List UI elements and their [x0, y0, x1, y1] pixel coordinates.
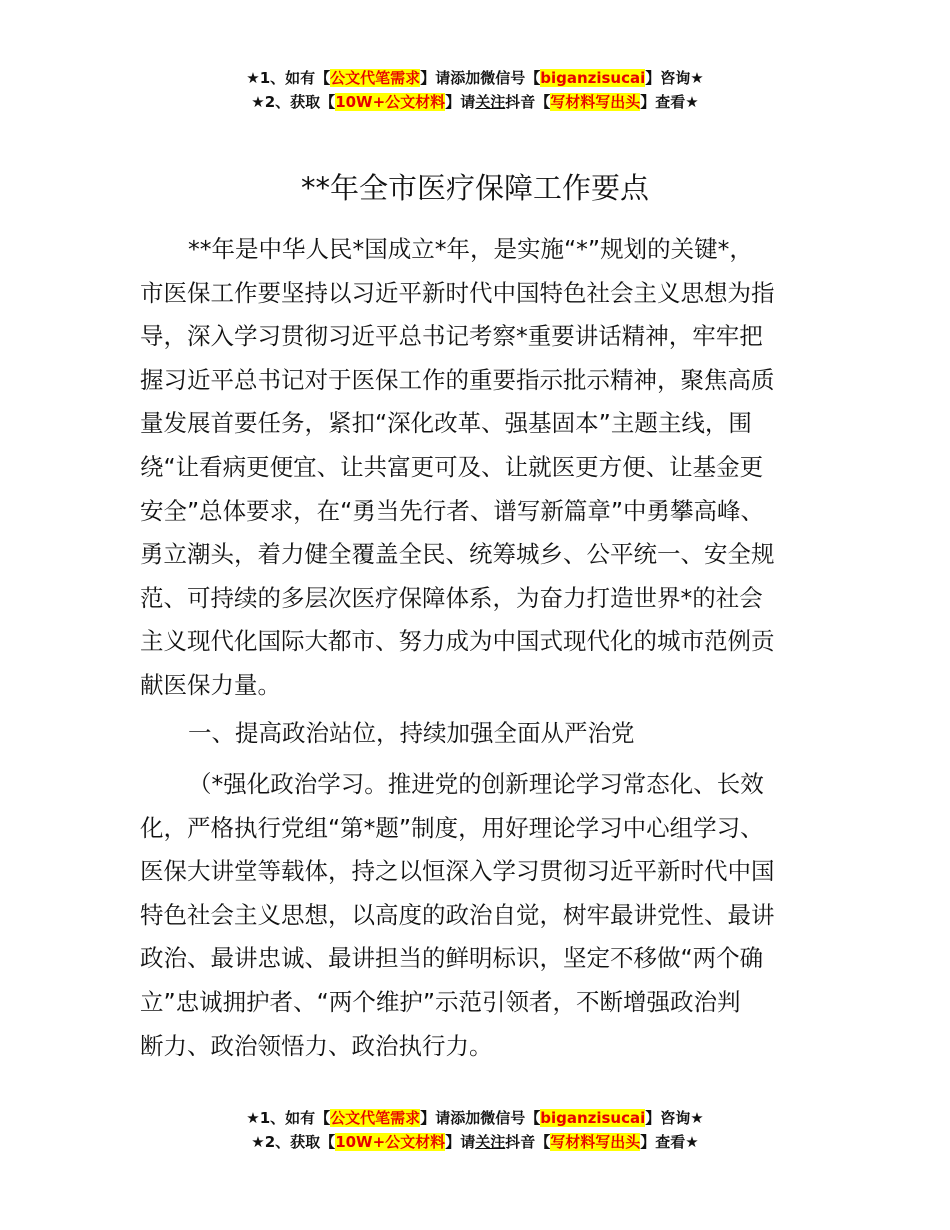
banner-line-2	[0, 1130, 950, 1154]
banner-line-2-suffix: 】查看★	[640, 1133, 699, 1151]
paragraph-line: 绕“让看病更便宜、让共富更可及、让就医更方便、让基金更	[140, 452, 764, 481]
banner-line-2-mid-a: 】请	[445, 93, 476, 111]
footer-banner	[0, 1106, 950, 1154]
banner-highlight-wechat-id: biganzisucai	[540, 69, 646, 87]
banner-highlight-douyin-account: 写材料写出头	[550, 93, 641, 111]
banner-line-1-prefix: ★1、如有【	[246, 69, 331, 87]
banner-line-2-mid-a: 】请	[445, 1133, 476, 1151]
paragraph-line: 主义现代化国际大都市、努力成为中国式现代化的城市范例贡	[140, 627, 775, 656]
paragraph-line: 化，严格执行党组“第*题”制度，用好理论学习中心组学习、	[140, 813, 764, 842]
banner-underlined-follow: 关注	[475, 1133, 506, 1151]
paragraph-line: 勇立潮头，着力健全覆盖全民、统筹城乡、公平统一、安全规	[140, 540, 775, 569]
section-heading-text: 一、提高政治站位，持续加强全面从严治党	[188, 719, 635, 747]
banner-line-1-suffix: 】咨询★	[645, 1109, 704, 1127]
paragraph-line: 断力、政治领悟力、政治执行力。	[140, 1031, 493, 1060]
document-title: **年全市医疗保障工作要点	[300, 171, 649, 205]
banner-highlight-materials: 10W+公文材料	[335, 93, 446, 111]
paragraph-line: 特色社会主义思想，以高度的政治自觉，树牢最讲党性、最讲	[140, 900, 775, 929]
banner-line-1	[0, 1106, 950, 1130]
header-banner	[0, 66, 950, 114]
banner-line-2-suffix: 】查看★	[640, 93, 699, 111]
paragraph-line: 立”忠诚拥护者、“两个维护”示范引领者，不断增强政治判	[140, 987, 741, 1016]
banner-highlight-ghostwriting: 公文代笔需求	[330, 1109, 421, 1127]
banner-line-2-prefix: ★2、获取【	[251, 93, 336, 111]
paragraph-line: 医保大讲堂等载体，持之以恒深入学习贯彻习近平新时代中国	[140, 857, 775, 886]
banner-line-2-prefix: ★2、获取【	[251, 1133, 336, 1151]
paragraph-line: 安全”总体要求，在“勇当先行者、谱写新篇章”中勇攀高峰、	[140, 496, 765, 525]
banner-line-1-mid: 】请添加微信号【	[420, 1109, 541, 1127]
section-heading-1	[140, 712, 812, 756]
paragraph-line: **年是中华人民*国成立*年，是实施“*”规划的关键*，	[188, 235, 753, 263]
banner-line-1	[0, 66, 950, 90]
paragraph-line: 范、可持续的多层次医疗保障体系，为奋力打造世界*的社会	[140, 583, 763, 612]
banner-underlined-follow: 关注	[475, 93, 506, 111]
paragraph-line: 政治、最讲忠诚、最讲担当的鲜明标识，坚定不移做“两个确	[140, 944, 764, 973]
intro-paragraph	[140, 228, 812, 708]
banner-highlight-materials: 10W+公文材料	[335, 1133, 446, 1151]
paragraph-line: （*强化政治学习。推进党的创新理论学习常态化、长效	[188, 770, 764, 798]
banner-line-1-mid: 】请添加微信号【	[420, 69, 541, 87]
banner-highlight-wechat-id: biganzisucai	[540, 1109, 646, 1127]
paragraph-line: 献医保力量。	[140, 670, 281, 699]
banner-highlight-ghostwriting: 公文代笔需求	[330, 69, 421, 87]
banner-line-1-prefix: ★1、如有【	[246, 1109, 331, 1127]
paragraph-line: 量发展首要任务，紧扣“深化改革、强基固本”主题主线，围	[140, 409, 752, 438]
banner-line-1-suffix: 】咨询★	[645, 69, 704, 87]
political-study-paragraph	[140, 763, 812, 1068]
banner-highlight-douyin-account: 写材料写出头	[550, 1133, 641, 1151]
paragraph-line: 导，深入学习贯彻习近平总书记考察*重要讲话精神，牢牢把	[140, 322, 763, 351]
banner-line-2-mid-b: 抖音【	[505, 93, 551, 111]
paragraph-line: 握习近平总书记对于医保工作的重要指示批示精神，聚焦高质	[140, 365, 775, 394]
banner-line-2-mid-b: 抖音【	[505, 1133, 551, 1151]
banner-line-2	[0, 90, 950, 114]
paragraph-line: 市医保工作要坚持以习近平新时代中国特色社会主义思想为指	[140, 278, 775, 307]
